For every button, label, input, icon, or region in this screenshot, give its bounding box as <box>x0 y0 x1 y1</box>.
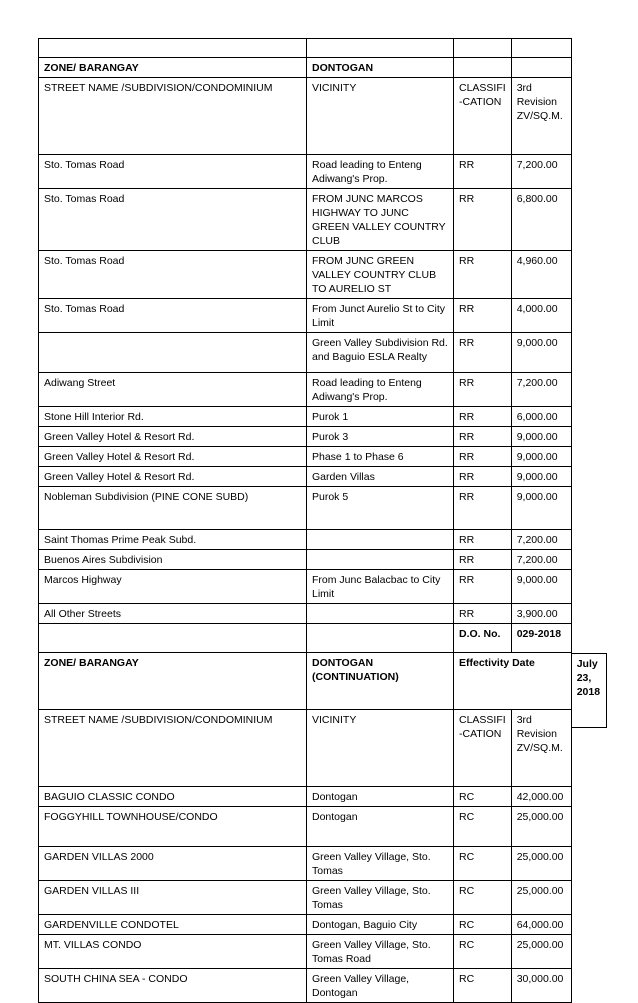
zonal-value-cell: 9,000.00 <box>511 447 571 467</box>
table-row <box>39 407 572 427</box>
zone-value: DONTOGAN (CONTINUATION) <box>307 653 454 710</box>
blank-cell <box>39 39 307 58</box>
street-name-cell: Green Valley Hotel & Resort Rd. <box>39 427 307 447</box>
classification-cell: RR <box>454 333 512 373</box>
column-header-row <box>39 78 572 155</box>
vicinity-cell: Green Valley Village, Sto. Tomas <box>307 847 454 881</box>
vicinity-cell: FROM JUNC GREEN VALLEY COUNTRY CLUB TO AURELIO ST <box>307 251 454 299</box>
zonal-value-cell: 7,200.00 <box>511 373 571 407</box>
vicinity-cell: FROM JUNC MARCOS HIGHWAY TO JUNC GREEN VALLEY COUNTRY CLUB <box>307 189 454 251</box>
zone-barangay-row <box>39 58 572 78</box>
table-row <box>39 847 572 881</box>
vicinity-cell: From Junct Aurelio St to City Limit <box>307 299 454 333</box>
zonal-value-cell: 7,200.00 <box>511 155 571 189</box>
table-row <box>39 787 572 807</box>
street-name-cell: GARDEN VILLAS III <box>39 881 307 915</box>
zonal-value-cell: 25,000.00 <box>511 847 571 881</box>
zone-label: ZONE/ BARANGAY <box>39 653 307 710</box>
zonal-value-cell: 25,000.00 <box>511 881 571 915</box>
street-column-header: STREET NAME /SUBDIVISION/CONDOMINIUM <box>39 710 307 787</box>
zonal-value-cell: 9,000.00 <box>511 570 571 604</box>
blank-cell <box>39 624 307 653</box>
street-column-header: STREET NAME /SUBDIVISION/CONDOMINIUM <box>39 78 307 155</box>
classification-cell: RR <box>454 427 512 447</box>
table-row <box>39 807 572 847</box>
classification-cell: RC <box>454 847 512 881</box>
zone-barangay-continuation-row <box>39 653 572 710</box>
blank-cell <box>511 39 571 58</box>
zonal-value-cell: 25,000.00 <box>511 807 571 847</box>
zonal-value-cell: 30,000.00 <box>511 969 571 1003</box>
vicinity-cell: Dontogan, Baguio City <box>307 915 454 935</box>
table-row <box>39 604 572 624</box>
table-row <box>39 550 572 570</box>
table-row <box>39 570 572 604</box>
vicinity-cell: Green Valley Subdivision Rd. and Baguio ESLA Realty <box>307 333 454 373</box>
zonal-value-cell: 9,000.00 <box>511 467 571 487</box>
column-header-row <box>39 710 572 787</box>
zonal-value-cell: 9,000.00 <box>511 487 571 530</box>
classification-cell: RR <box>454 189 512 251</box>
do-number-label: D.O. No. <box>454 624 512 653</box>
vicinity-cell: Green Valley Village, Dontogan <box>307 969 454 1003</box>
vicinity-cell: Purok 5 <box>307 487 454 530</box>
street-name-cell: Buenos Aires Subdivision <box>39 550 307 570</box>
table-row <box>39 969 572 1003</box>
do-number-value: 029-2018 <box>511 624 571 653</box>
vicinity-cell: From Junc Balacbac to City Limit <box>307 570 454 604</box>
table-row <box>39 915 572 935</box>
table-row <box>39 467 572 487</box>
street-name-cell: GARDEN VILLAS 2000 <box>39 847 307 881</box>
zonal-value-cell: 6,800.00 <box>511 189 571 251</box>
zone-label: ZONE/ BARANGAY <box>39 58 307 78</box>
vicinity-cell: Dontogan <box>307 787 454 807</box>
vicinity-cell <box>307 604 454 624</box>
classification-cell: RC <box>454 935 512 969</box>
street-name-cell: BAGUIO CLASSIC CONDO <box>39 787 307 807</box>
table-row <box>39 373 572 407</box>
street-name-cell: SOUTH CHINA SEA - CONDO <box>39 969 307 1003</box>
classification-cell: RR <box>454 155 512 189</box>
street-name-cell: Saint Thomas Prime Peak Subd. <box>39 530 307 550</box>
zonal-value-column-header: 3rd Revision ZV/SQ.M. <box>511 78 571 155</box>
street-name-cell: FOGGYHILL TOWNHOUSE/CONDO <box>39 807 307 847</box>
street-name-cell: Stone Hill Interior Rd. <box>39 407 307 427</box>
vicinity-cell: Purok 3 <box>307 427 454 447</box>
blank-cell <box>454 58 512 78</box>
vicinity-cell <box>307 550 454 570</box>
street-name-cell: Green Valley Hotel & Resort Rd. <box>39 467 307 487</box>
zonal-value-cell: 64,000.00 <box>511 915 571 935</box>
zonal-value-cell: 42,000.00 <box>511 787 571 807</box>
table-row <box>39 447 572 467</box>
effectivity-date-label: Effectivity Date <box>454 653 572 710</box>
table-row <box>39 427 572 447</box>
street-name-cell: GARDENVILLE CONDOTEL <box>39 915 307 935</box>
zonal-value-column-header: 3rd Revision ZV/SQ.M. <box>511 710 571 787</box>
table-row <box>39 881 572 915</box>
zonal-value-cell: 4,000.00 <box>511 299 571 333</box>
vicinity-cell: Road leading to Enteng Adiwang's Prop. <box>307 155 454 189</box>
zonal-value-cell: 6,000.00 <box>511 407 571 427</box>
vicinity-cell: Green Valley Village, Sto. Tomas Road <box>307 935 454 969</box>
classification-cell: RR <box>454 373 512 407</box>
table-row <box>39 299 572 333</box>
zonal-value-cell: 25,000.00 <box>511 935 571 969</box>
street-name-cell: Adiwang Street <box>39 373 307 407</box>
vicinity-cell <box>307 530 454 550</box>
street-name-cell: Sto. Tomas Road <box>39 251 307 299</box>
classification-cell: RR <box>454 570 512 604</box>
street-name-cell: MT. VILLAS CONDO <box>39 935 307 969</box>
classification-cell: RC <box>454 807 512 847</box>
street-name-cell: Green Valley Hotel & Resort Rd. <box>39 447 307 467</box>
classification-cell: RR <box>454 447 512 467</box>
effectivity-date-value: July 23, 2018 <box>571 653 607 728</box>
classification-cell: RR <box>454 299 512 333</box>
blank-cell <box>307 624 454 653</box>
vicinity-cell: Purok 1 <box>307 407 454 427</box>
table-row <box>39 251 572 299</box>
vicinity-cell: Garden Villas <box>307 467 454 487</box>
classification-cell: RR <box>454 251 512 299</box>
table-row <box>39 487 572 530</box>
blank-cell <box>511 58 571 78</box>
street-name-cell: Sto. Tomas Road <box>39 189 307 251</box>
classification-cell: RR <box>454 467 512 487</box>
vicinity-column-header: VICINITY <box>307 78 454 155</box>
classification-column-header: CLASSIFI -CATION <box>454 78 512 155</box>
zonal-value-table <box>38 38 572 1003</box>
table-row <box>39 189 572 251</box>
street-name-cell: Marcos Highway <box>39 570 307 604</box>
zonal-value-table-body <box>39 39 572 1003</box>
classification-cell: RR <box>454 550 512 570</box>
classification-cell: RC <box>454 915 512 935</box>
zone-value: DONTOGAN <box>307 58 454 78</box>
vicinity-cell: Phase 1 to Phase 6 <box>307 447 454 467</box>
zonal-value-cell: 7,200.00 <box>511 550 571 570</box>
zonal-value-cell: 4,960.00 <box>511 251 571 299</box>
do-number-row <box>39 624 572 653</box>
vicinity-column-header: VICINITY <box>307 710 454 787</box>
zonal-value-cell: 3,900.00 <box>511 604 571 624</box>
street-name-cell: Nobleman Subdivision (PINE CONE SUBD) <box>39 487 307 530</box>
vicinity-cell: Dontogan <box>307 807 454 847</box>
zonal-value-cell: 7,200.00 <box>511 530 571 550</box>
table-row <box>39 530 572 550</box>
classification-cell: RR <box>454 604 512 624</box>
table-row <box>39 935 572 969</box>
street-name-cell: Sto. Tomas Road <box>39 155 307 189</box>
table-row <box>39 333 572 373</box>
classification-cell: RR <box>454 530 512 550</box>
street-name-cell <box>39 333 307 373</box>
table-row <box>39 155 572 189</box>
street-name-cell: All Other Streets <box>39 604 307 624</box>
classification-cell: RR <box>454 407 512 427</box>
street-name-cell: Sto. Tomas Road <box>39 299 307 333</box>
blank-cell <box>307 39 454 58</box>
vicinity-cell: Green Valley Village, Sto. Tomas <box>307 881 454 915</box>
vicinity-cell: Road leading to Enteng Adiwang's Prop. <box>307 373 454 407</box>
classification-cell: RR <box>454 487 512 530</box>
blank-top-row <box>39 39 572 58</box>
classification-cell: RC <box>454 881 512 915</box>
classification-cell: RC <box>454 969 512 1003</box>
zonal-value-cell: 9,000.00 <box>511 333 571 373</box>
zonal-value-cell: 9,000.00 <box>511 427 571 447</box>
classification-cell: RC <box>454 787 512 807</box>
classification-column-header: CLASSIFI -CATION <box>454 710 512 787</box>
blank-cell <box>454 39 512 58</box>
